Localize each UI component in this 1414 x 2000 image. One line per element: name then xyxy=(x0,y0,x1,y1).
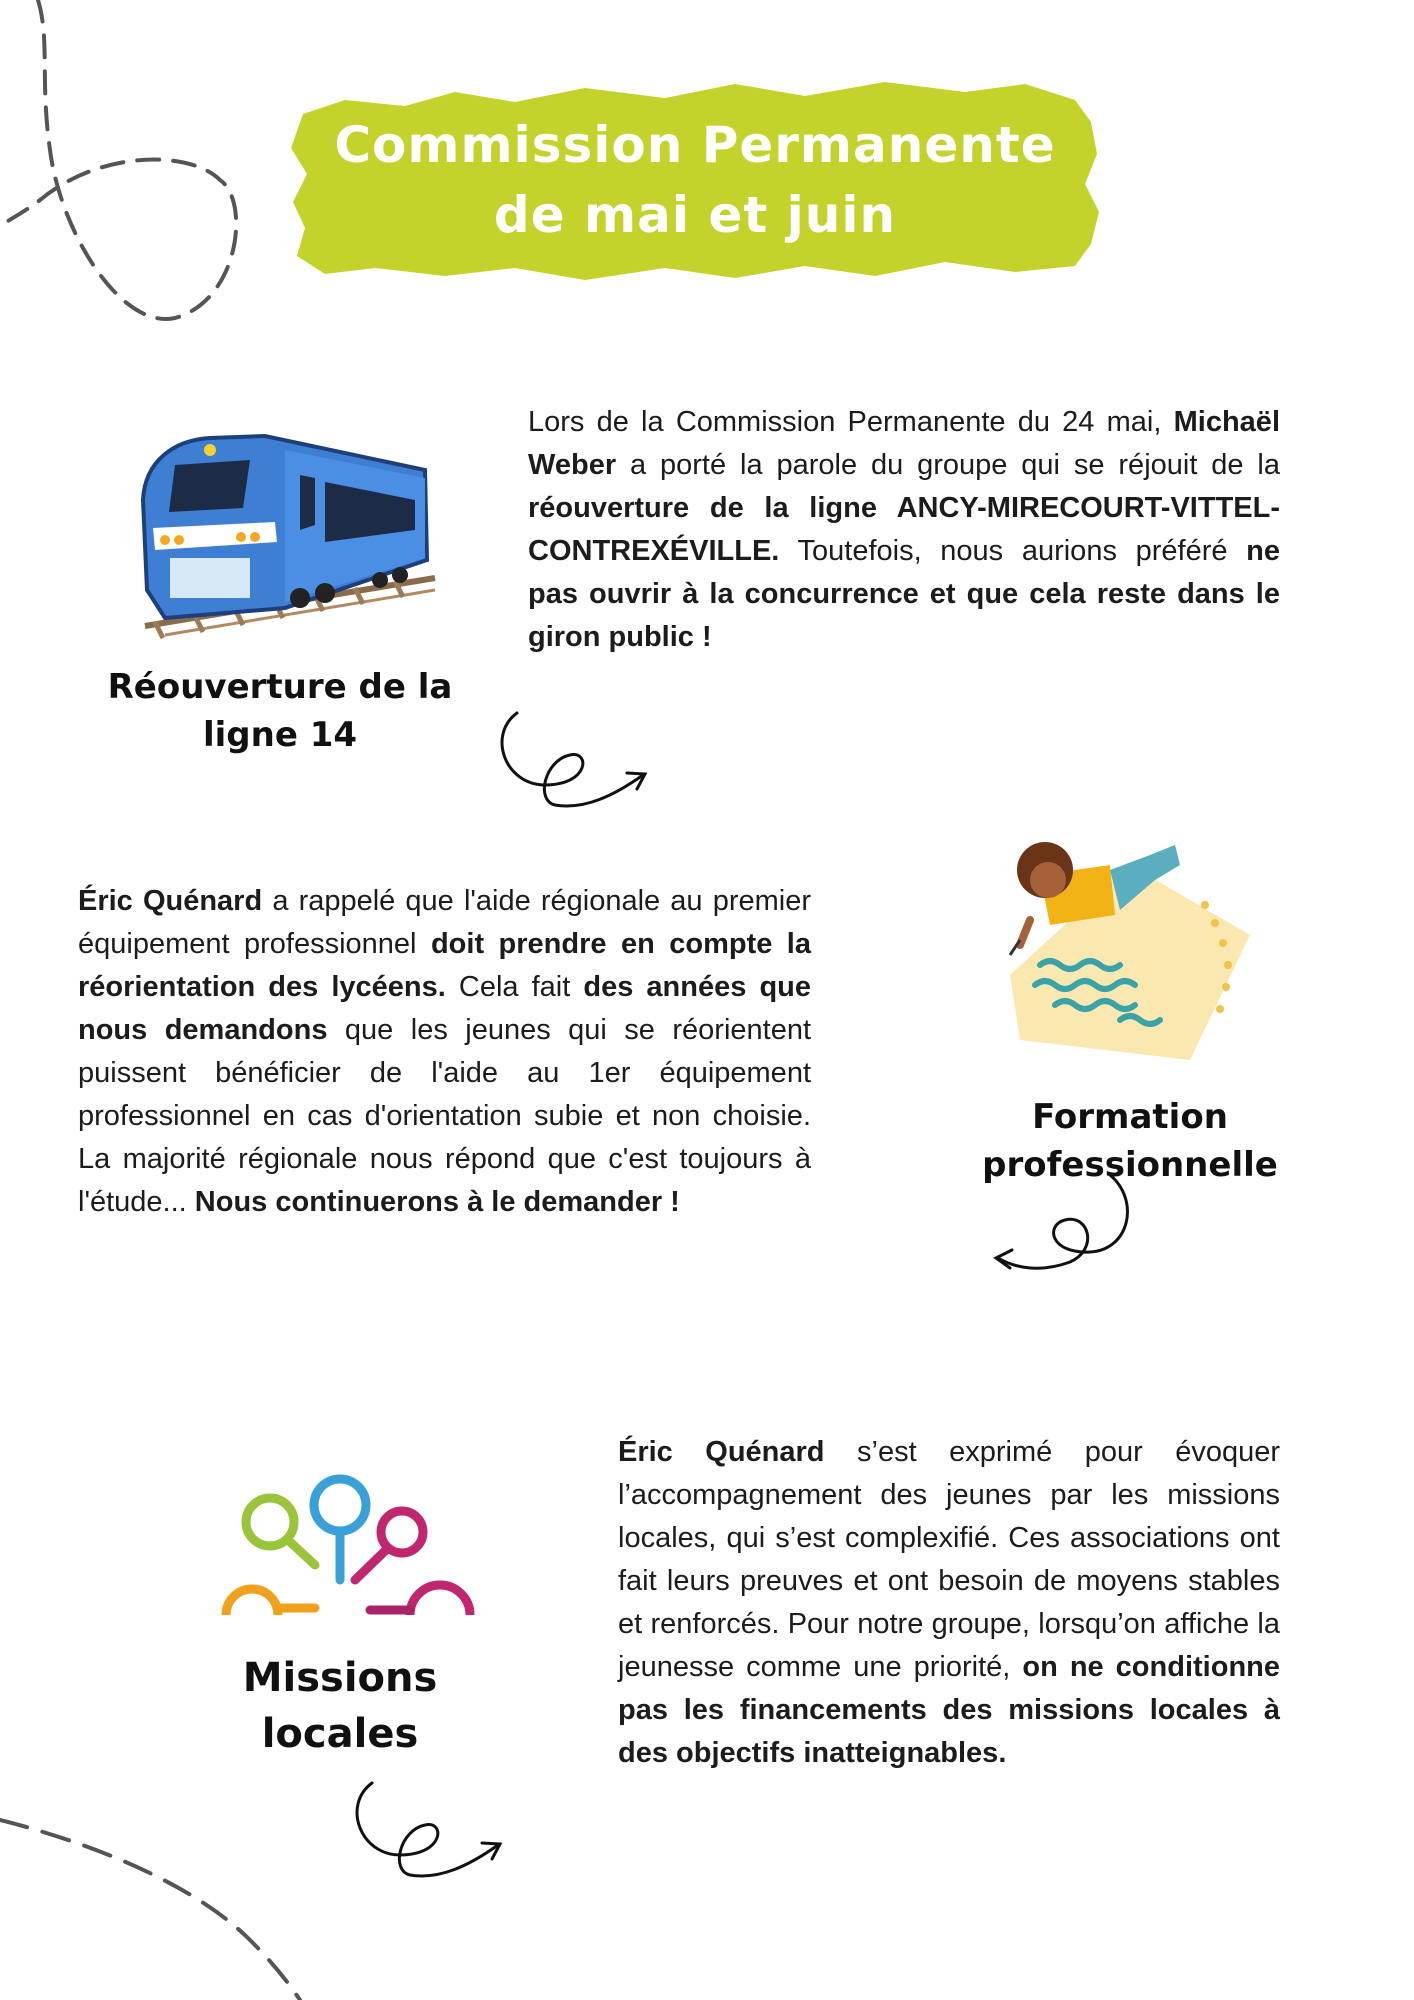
text-span: Toutefois, nous aurions préféré xyxy=(797,535,1228,567)
bold-text: réouverture de la ligne ANCY-MIRECOURT-VITTEL-CONTREXÉVILLE. xyxy=(528,492,1280,567)
bold-text: on ne conditionne pas les financements des missions locales à des objectifs inatteignables. xyxy=(618,1651,1280,1769)
text-span: a porté la parole du groupe qui se réjouit de la xyxy=(630,449,1280,481)
bold-name: Éric Quénard xyxy=(618,1436,825,1468)
bold-text: Nous continuerons à le demander ! xyxy=(194,1186,680,1218)
paragraph-formation xyxy=(78,880,811,1224)
curly-arrow-icon xyxy=(350,1775,510,1885)
section-heading-reouverture xyxy=(100,663,460,759)
text-span: a rappelé que l'aide régionale au premier équipement professionnel xyxy=(78,885,811,960)
section-heading-formation: Formation professionnelle xyxy=(982,1097,1278,1185)
paragraph-train xyxy=(528,401,1280,659)
text-span: s’est exprimé pour évoquer l’accompagnement des jeunes par les missions locales, qui s’est complexifié. Ces associations ont fait leurs preuves et ont besoin de moyens stables et renforcés. Pour notre groupe, lorsqu’on affiche la jeunesse comme une priorité, xyxy=(618,1436,1280,1683)
bold-text: des années que nous demandons xyxy=(78,971,811,1046)
text-span: Lors de la Commission Permanente du 24 mai, xyxy=(528,406,1162,438)
page-title xyxy=(285,110,1105,250)
bold-name: Éric Quénard xyxy=(78,885,263,917)
text-span: Cela fait xyxy=(458,971,571,1003)
text-span: que les jeunes qui se réorientent puissent bénéficier de l'aide au 1er équipement professionnel en cas d'orientation subie et non choisie. La majorité régionale nous répond que c'est toujours à l'étude... xyxy=(78,1014,812,1218)
curly-arrow-icon xyxy=(990,1170,1140,1275)
bold-text: doit prendre en compte la réorientation des lycéens. xyxy=(78,928,811,1003)
bold-name: Michaël Weber xyxy=(528,406,1280,481)
train-icon xyxy=(135,430,440,640)
section-heading-line2: ligne 14 xyxy=(202,715,358,755)
bold-text: ne pas ouvrir à la concurrence et que cela reste dans le giron public ! xyxy=(528,535,1280,653)
curly-arrow-icon xyxy=(495,705,655,815)
section-heading-missions: Missions locales xyxy=(242,1655,438,1757)
paragraph-missions xyxy=(618,1431,1280,1775)
missions-locales-logo-icon xyxy=(220,1470,480,1620)
student-writing-icon xyxy=(980,825,1270,1075)
page-title-line2: de mai et juin xyxy=(493,186,897,244)
page-title-line1: Commission Permanente xyxy=(334,116,1056,174)
section-heading-line1: Réouverture de la xyxy=(107,667,453,707)
